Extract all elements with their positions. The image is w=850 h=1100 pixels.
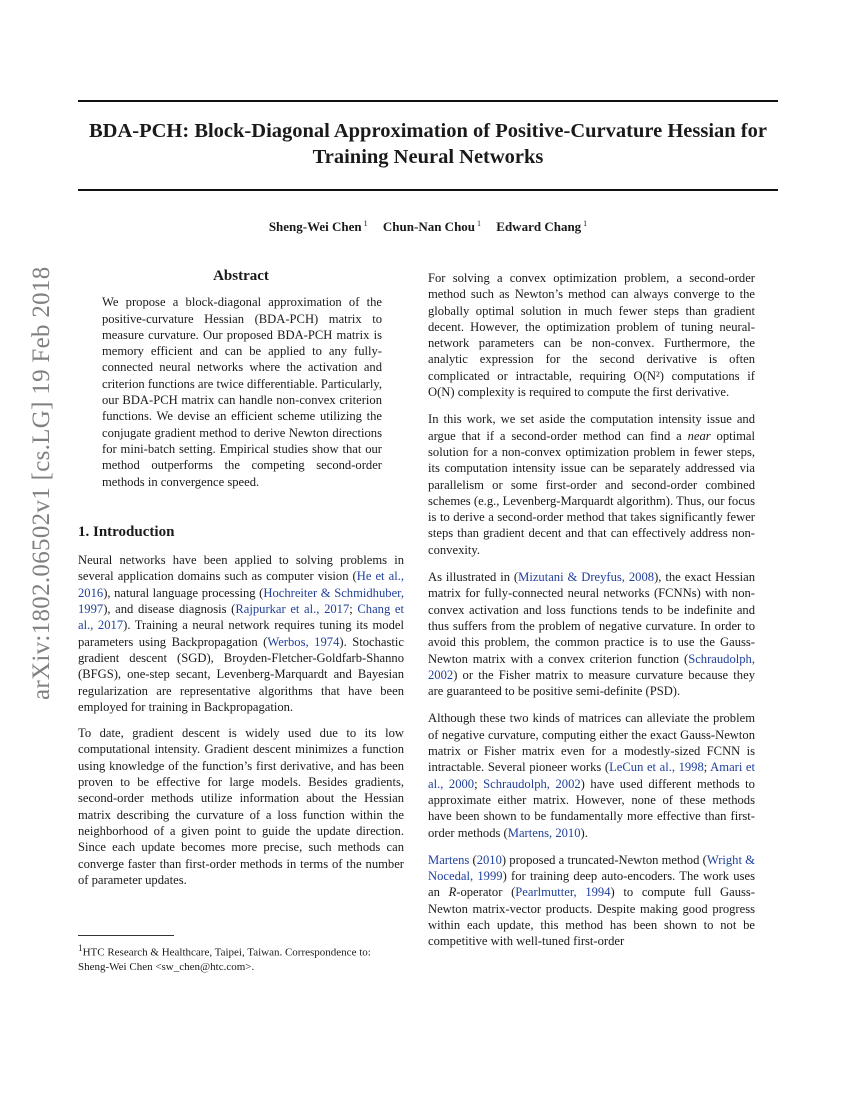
body-paragraph: For solving a convex optimization problem, a second-order method such as Newton’s method can always converge to the globally optimal solution in much fewer steps than gradient decent. However, the optimization problem of tuning neural-network parameters can be non-convex. Furthermore, the analytic expression for the second derivative is often complicated or intractable, requiring O(N²) computations if O(N) complexity is required to compute the first derivative.: [428, 271, 755, 400]
author-name: Sheng-Wei Chen: [268, 219, 362, 235]
left-column: [78, 268, 404, 898]
intro-paragraph-2: To date, gradient descent is widely used due to its low computational intensity. Gradient descent minimizes a function using knowledge of the function’s first derivative, and has been proven to be effective for large models. Besides gradients, second-order methods utilize information about the Hessian matrix describing the curvature of a loss function within the neighborhood of a given point to guide the update direction. Since each update becomes more precise, such methods can converge faster than first-order methods in terms of the number of parameter updates.: [78, 726, 404, 887]
citation-link[interactable]: Amari et al., 2000: [428, 760, 756, 791]
body-paragraph: In this work, we set aside the computation intensity issue and argue that if a second-order method can find a near optimal solution for a non-convex optimization problem in fewer steps, its computation intensity issue can be separately addressed via parallelism or some first-order and second-order combined schemes (e.g., Levenberg-Marquardt algorithm). Thus, our focus is to derive a second-order method that takes significantly fewer steps than gradient decent and that can effectively address non-convexity.: [428, 412, 755, 557]
author-list: [78, 219, 778, 235]
section-heading-introduction: 1. Introduction: [78, 523, 175, 540]
citation-link[interactable]: 2010: [476, 852, 502, 867]
paper-title: [78, 118, 778, 170]
citation-link[interactable]: Martens: [428, 852, 470, 867]
author: [496, 219, 587, 234]
citation-link[interactable]: Werbos, 1974: [267, 634, 340, 649]
author: [269, 219, 368, 234]
abstract-text: We propose a block-diagonal approximation of the positive-curvature Hessian (BDA-PCH) matrix to measure curvature. Our proposed BDA-PCH matrix is memory efficient and can be applied to any fully-connected neural networks where the activation and criterion functions are twice differentiable. Particularly, our BDA-PCH matrix can handle non-convex criterion functions. We devise an efficient scheme utilizing the conjugate gradient method to derive Newton directions for mini-batch setting. Empirical studies show that our method outperforms the competing second-order methods in convergence speed.: [102, 295, 382, 489]
footnote: [78, 935, 404, 974]
citation-link[interactable]: Wright & Nocedal, 1999: [428, 852, 755, 884]
affiliation-marker: 1: [363, 219, 368, 228]
title-line-1: BDA-PCH: Block-Diagonal Approximation of Positive-Curvature Hessian for: [88, 120, 767, 142]
body-paragraph: As illustrated in (Mizutani & Dreyfus, 2008), the exact Hessian matrix for fully-connected neural networks (FCNNs) with non-convex activation and loss functions tends to be indefinite and thus suffers from the problem of negative curvature. In order to avoid this problem, the common practice is to use the Gauss-Newton matrix with a convex criterion function (Schraudolph, 2002) or the Fisher matrix to measure curvature because they are guaranteed to be positive semi-definite (PSD).: [428, 570, 755, 699]
intro-paragraph-1: Neural networks have been applied to solving problems in several application domains such as computer vision (He et al., 2016), natural language processing (Hochreiter & Schmidhuber, 1997), and disease diagnosis (Rajpurkar et al., 2017; Chang et al., 2017). Training a neural network requires tuning its model parameters using Backpropagation (Werbos, 1974). Stochastic gradient descent (SGD), Broyden-Fletcher-Goldfarb-Shanno (BFGS), one-step secant, Levenberg-Marquardt and Bayesian regularization are representative algorithms that have been employed for training in Backpropagation.: [78, 553, 405, 714]
arxiv-stamp: arXiv:1802.06502v1 [cs.LG] 19 Feb 2018: [28, 266, 55, 700]
affiliation-marker: 1: [477, 219, 482, 228]
author-name: Chun-Nan Chou: [382, 219, 476, 235]
citation-link[interactable]: Hochreiter & Schmidhuber, 1997: [78, 585, 404, 617]
author: [383, 219, 481, 234]
footnote-text: $^1$HTC Research & Healthcare, Taipei, Taiwan. Correspondence to: Sheng-Wei Chen <sw_chen@htc.com>.: [78, 943, 371, 973]
citation-link[interactable]: Schraudolph, 2002: [428, 651, 755, 682]
top-rule: [78, 100, 778, 102]
footnote-marker: 1: [78, 943, 83, 953]
title-line-2: Training Neural Networks: [312, 146, 544, 168]
right-column: [428, 270, 755, 961]
citation-link[interactable]: LeCun et al., 1998: [609, 760, 704, 775]
author-name: Edward Chang: [496, 219, 582, 235]
affiliation-marker: 1: [583, 219, 588, 228]
body-paragraph: Martens (2010) proposed a truncated-Newton method (Wright & Nocedal, 1999) for training deep auto-encoders. The work uses an R-operator (Pearlmutter, 1994) to compute full Gauss-Newton matrix-vector products. Despite making good progress within each update, this method has been shown to not be competitive with well-tuned first-order: [428, 852, 755, 949]
citation-link[interactable]: He et al., 2016: [78, 569, 404, 600]
body-paragraph: Although these two kinds of matrices can alleviate the problem of negative curvature, computing either the exact Gauss-Newton matrix or Fisher matrix even for a modestly-sized FCNN is intractable. Several pioneer works (LeCun et al., 1998; Amari et al., 2000; Schraudolph, 2002) have used different methods to approximate either matrix. However, none of these methods have been shown to be fundamentally more effective than first-order methods (Martens, 2010).: [428, 711, 756, 840]
title-bottom-rule: [78, 189, 778, 191]
citation-link[interactable]: Schraudolph, 2002: [483, 776, 581, 791]
citation-link[interactable]: Pearlmutter, 1994: [515, 885, 611, 900]
citation-link[interactable]: Martens, 2010: [507, 825, 581, 840]
footnote-rule: [78, 935, 174, 936]
abstract-heading: Abstract: [213, 268, 269, 284]
citation-link[interactable]: Chang et al., 2017: [78, 602, 404, 633]
citation-link[interactable]: Rajpurkar et al., 2017: [235, 602, 350, 617]
citation-link[interactable]: Mizutani & Dreyfus, 2008: [518, 570, 655, 585]
